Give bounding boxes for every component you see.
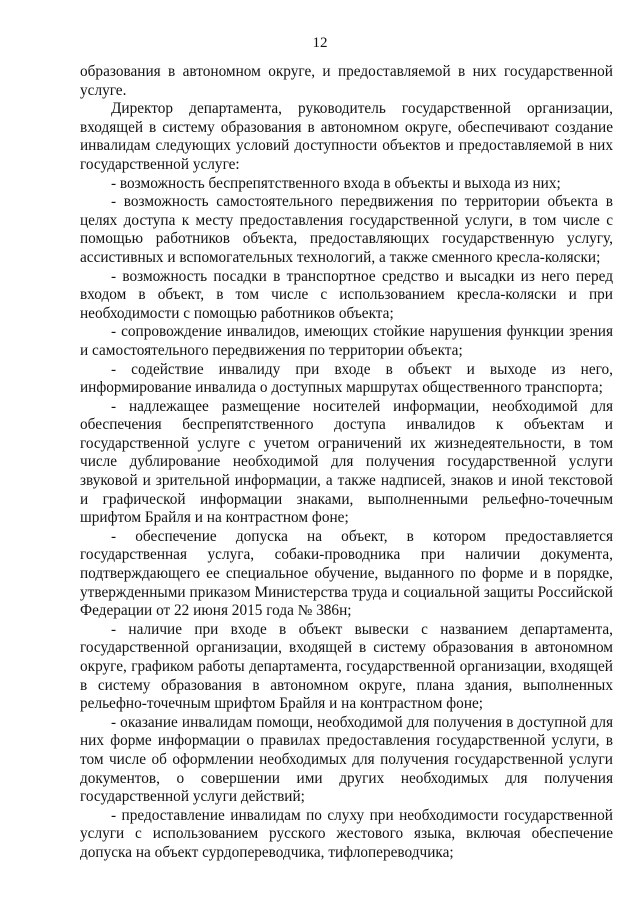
list-item: - обеспечение допуска на объект, в котором предоставляется государственная услуга, собаки-проводника при наличии документа, подтверждающего ее специальное обучение, выданного по форме и в порядке, утвержденными приказом Министерства труда и социальной защиты Российской Федерации от 22 июня 2015 года № 386н; [80,527,613,620]
list-item: - предоставление инвалидам по слуху при необходимости государственной услуги с использованием русского жестового языка, включая обеспечение допуска на объект сурдопереводчика, тифлопереводчика; [80,806,613,861]
document-body [80,63,613,863]
list-item: - содействие инвалиду при входе в объект и выходе из него, информирование инвалида о доступных маршрутах общественного транспорта; [80,360,613,397]
paragraph-continuation: образования в автономном округе, и предоставляемой в них государственной услуге. [80,63,613,99]
page-number: 12 [312,35,328,51]
paragraph-intro: Директор департамента, руководитель государственной организации, входящей в систему образования в автономном округе, обеспечивают создание инвалидам следующих условий доступности объектов и предоставляемой в них государственной услуге: [80,100,613,173]
list-item: - возможность самостоятельного передвижения по территории объекта в целях доступа к месту предоставления государственной услуги, в том числе с помощью работников объекта, предоставляющих государственную услугу, ассистивных и вспомогательных технологий, а также сменного кресла-коляски; [80,193,613,266]
list-item: - сопровождение инвалидов, имеющих стойкие нарушения функции зрения и самостоятельного передвижения по территории объекта; [80,323,613,359]
list-item: - оказание инвалидам помощи, необходимой для получения в доступной для них форме информации о правилах предоставления государственной услуги, в том числе об оформлении необходимых для получения государственной услуги документов, о совершении ими других необходимых для получения государственной услуги действий; [80,713,613,806]
list-item: - возможность посадки в транспортное средство и высадки из него перед входом в объект, в том числе с использованием кресла-коляски и при необходимости с помощью работников объекта; [80,267,613,322]
list-item: - возможность беспрепятственного входа в объекты и выхода из них; [111,174,561,192]
list-item: - наличие при входе в объект вывески с названием департамента, государственной организации, входящей в систему образования в автономном округе, графиком работы департамента, государственной организации, входящей в систему образования в автономном округе, плана здания, выполненных рельефно-точечным шрифтом Брайля и на контрастном фоне; [80,620,613,713]
list-item: - надлежащее размещение носителей информации, необходимой для обеспечения беспрепятственного доступа инвалидов к объектам и государственной услуге с учетом ограничений их жизнедеятельности, в том числе дублирование необходимой для получения государственной услуги звуковой и зрительной информации, а также надписей, знаков и иной текстовой и графической информации знаками, выполненными рельефно-точечным шрифтом Брайля и на контрастном фоне; [80,397,613,527]
